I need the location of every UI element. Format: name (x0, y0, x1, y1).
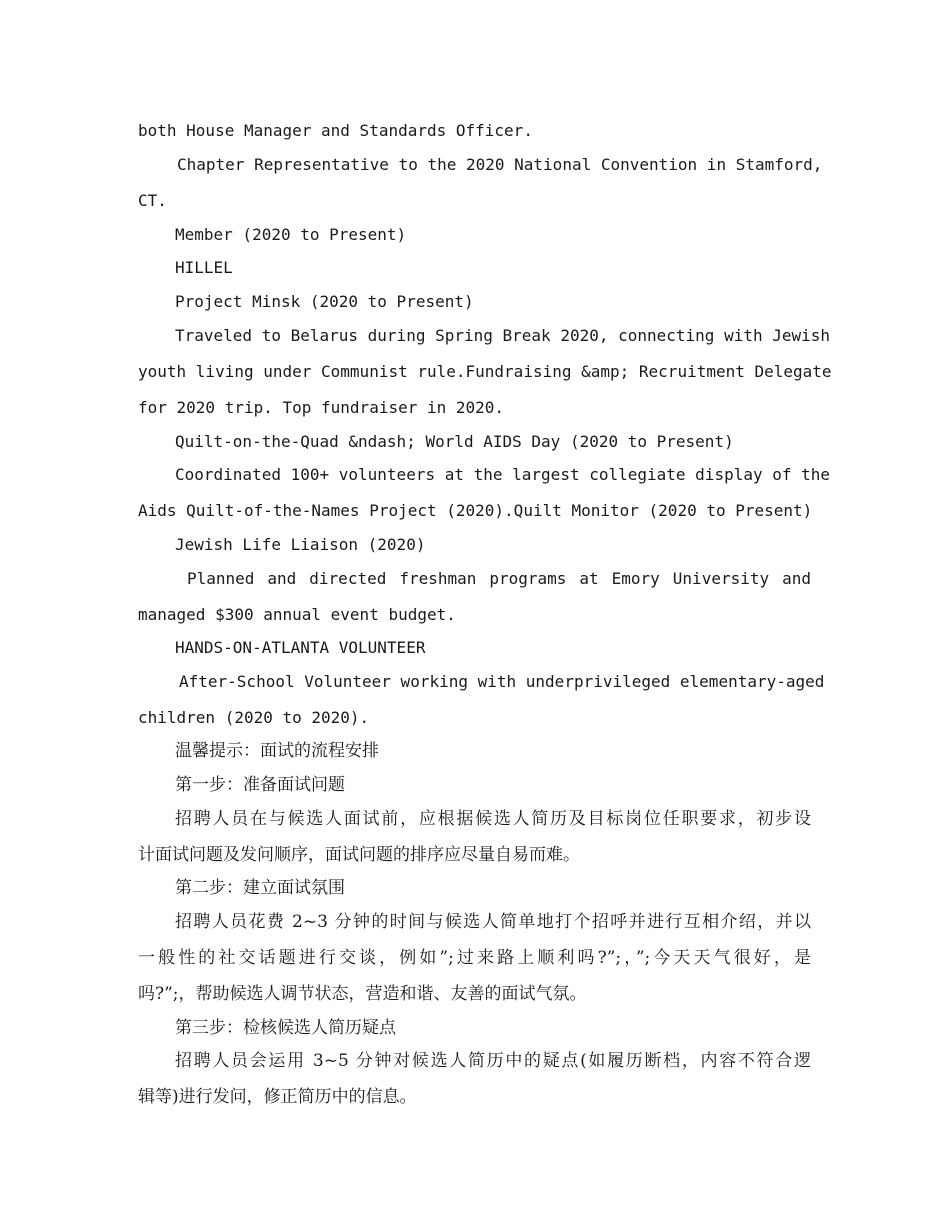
text-line-3: CT. (138, 191, 167, 210)
text-line-13: Jewish Life Liaison (2020) (175, 535, 426, 554)
step-one-text-line-1: 招聘人员在与候选人面试前，应根据候选人简历及目标岗位任职要求，初步设 (175, 809, 811, 829)
text-line-15: managed $300 annual event budget. (138, 605, 456, 624)
tip-heading: 温馨提示：面试的流程安排 (175, 741, 379, 761)
text-line-4: Member (2020 to Present) (175, 225, 407, 244)
step-three-heading: 第三步：检核候选人简历疑点 (175, 1018, 396, 1038)
step-two-text-line-1: 招聘人员花费 2~3 分钟的时间与候选人简单地打个招呼并进行互相介绍，并以 (175, 912, 811, 932)
section-heading-hillel: HILLEL (175, 258, 233, 277)
text-line-17: After-School Volunteer working with underprivileged elementary-aged (179, 672, 825, 691)
step-one-heading: 第一步：准备面试问题 (175, 775, 345, 795)
step-three-text-line-1: 招聘人员会运用 3~5 分钟对候选人简历中的疑点(如履历断档，内容不符合逻 (175, 1051, 811, 1071)
step-two-text-line-2: 一般性的社交话题进行交谈，例如”;过来路上顺利吗?”;，”;今天天气很好，是 (138, 948, 811, 968)
text-line-6: Project Minsk (2020 to Present) (175, 292, 474, 311)
text-line-1: both House Manager and Standards Officer. (138, 121, 533, 140)
text-line-18: children (2020 to 2020). (138, 708, 370, 727)
text-line-11: Coordinated 100+ volunteers at the largest collegiate display of the (175, 465, 831, 484)
step-three-text-line-2: 辑等)进行发问，修正简历中的信息。 (138, 1087, 417, 1107)
text-line-10: Quilt-on-the-Quad &ndash; World AIDS Day (2020 to Present) (175, 432, 734, 451)
text-line-14: Planned and directed freshman programs at Emory University and (187, 569, 811, 588)
step-two-heading: 第二步：建立面试氛围 (175, 878, 345, 898)
step-two-text-line-3: 吗?”;，帮助候选人调节状态，营造和谐、友善的面试气氛。 (138, 984, 587, 1004)
text-line-7: Traveled to Belarus during Spring Break 2020, connecting with Jewish (175, 326, 831, 345)
text-line-8: youth living under Communist rule.Fundraising &amp; Recruitment Delegate (138, 362, 832, 381)
text-line-12: Aids Quilt-of-the-Names Project (2020).Quilt Monitor (2020 to Present) (138, 501, 813, 520)
section-heading-hands-on-atlanta: HANDS-ON-ATLANTA VOLUNTEER (175, 638, 426, 657)
step-one-text-line-2: 计面试问题及发问顺序，面试问题的排序应尽量自易而难。 (138, 845, 580, 865)
text-line-2: Chapter Representative to the 2020 National Convention in Stamford, (177, 155, 823, 174)
text-line-9: for 2020 trip. Top fundraiser in 2020. (138, 398, 505, 417)
